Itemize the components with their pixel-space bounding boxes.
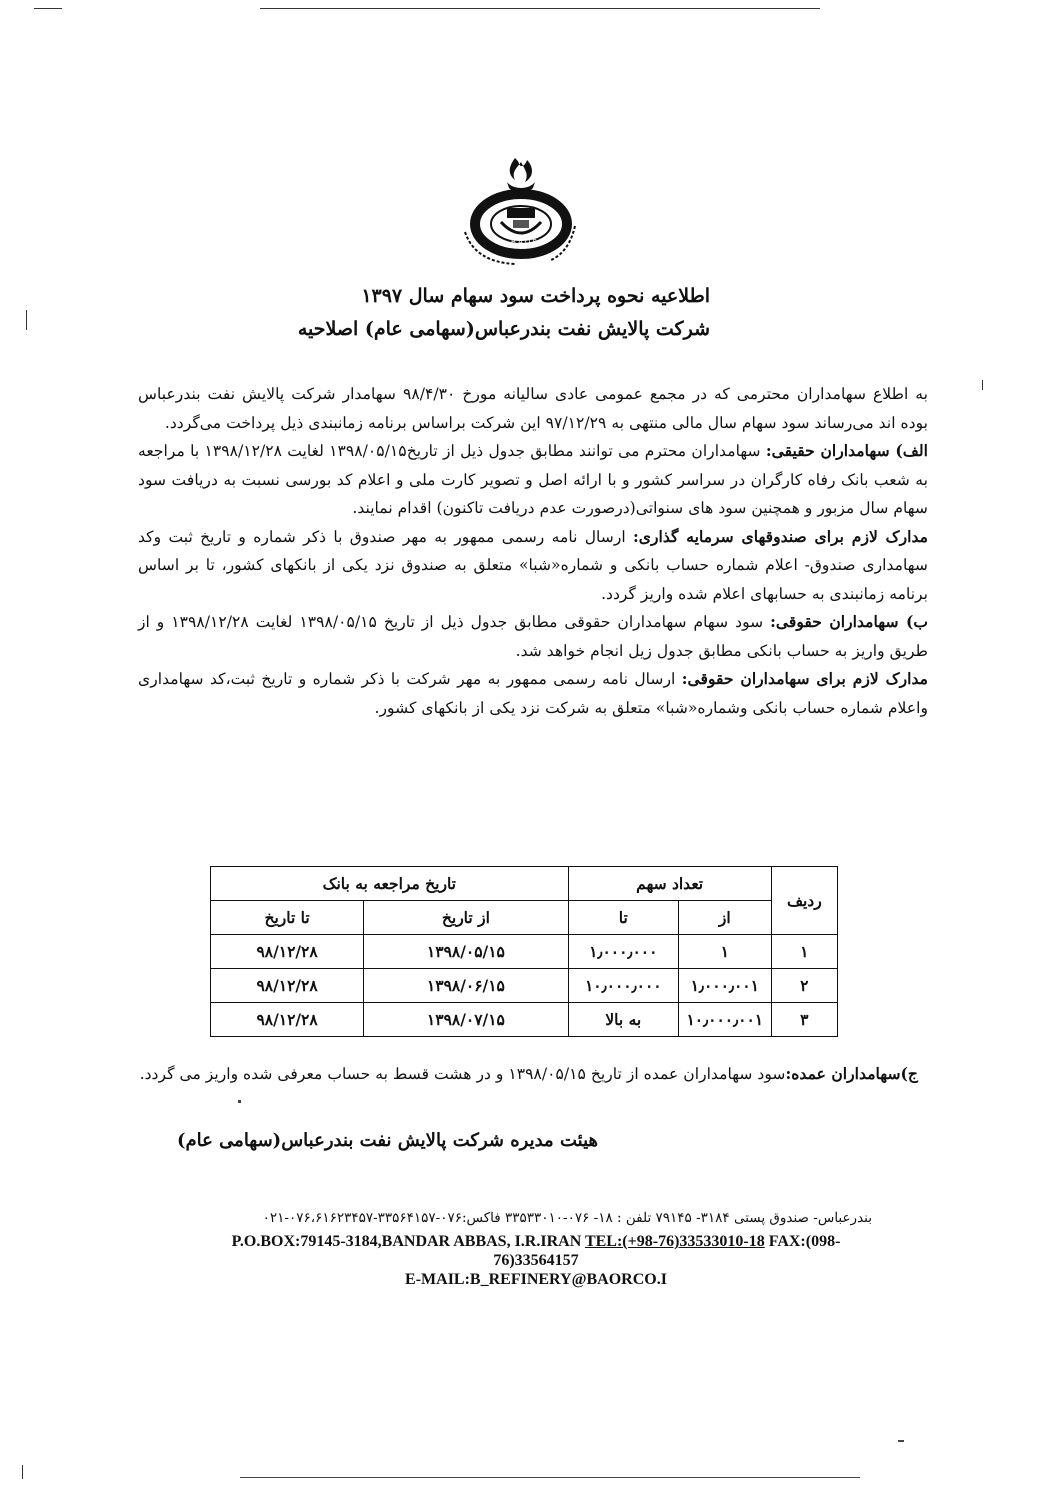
footer-fax: FAX:(098- (764, 1233, 841, 1250)
scan-edge-line (34, 8, 62, 9)
cell-to-date: ۹۸/۱۲/۲۸ (211, 1003, 364, 1037)
board-signature: هیئت مدیره شرکت پالایش نفت بندرعباس(سهامی عام) (177, 1130, 598, 1151)
payment-schedule-table (210, 866, 838, 1037)
cell-from-date: ۱۳۹۸/۰۷/۱۵ (364, 1003, 568, 1037)
footer-address-en (186, 1232, 886, 1289)
refinery-flame-logo (455, 152, 587, 277)
footer-phone[interactable]: TEL:(+98-76)33533010-18 (584, 1233, 765, 1250)
cell-to: ۱٫۰۰۰٫۰۰۰ (568, 935, 678, 969)
intro-paragraph: به اطلاع سهامداران محترمی که در مجمع عمومی عادی سالیانه مورخ ۹۸/۴/۳۰ سهامدار شرکت پالایش نفت بندرعباس بوده اند می‌رساند سود سهام سال مالی منتهی به ۹۷/۱۲/۲۹ این شرکت براساس برنامه زمانبندی ذیل پرداخت می‌گردد. (138, 385, 928, 432)
section-label: مدارک لازم برای صندوقهای سرمایه گذاری: (633, 526, 929, 546)
scan-mark (22, 1465, 23, 1479)
cell-row-number: ۳ (771, 1003, 837, 1037)
section-text: ارسال نامه رسمی ممهور به مهر شرکت با ذکر شماره و تاریخ ثبت،کد سهامداری واعلام شماره حساب بانکی وشماره«شبا» متعلق به شرکت نزد یکی از بانکهای کشور. (138, 670, 928, 717)
cell-to-date: ۹۸/۱۲/۲۸ (211, 935, 364, 969)
header-to: تا (568, 901, 678, 935)
scan-mark (238, 1100, 241, 1103)
footer-email[interactable]: E-MAIL:B_REFINERY@BAORCO.I (405, 1271, 667, 1288)
funds-docs-paragraph (138, 523, 928, 609)
major-shareholders-note (140, 1064, 918, 1083)
footer-fax-continued: 76)33564157 (493, 1252, 579, 1269)
legal-docs-paragraph (138, 665, 928, 722)
section-label: الف) سهامداران حقیقی: (765, 441, 929, 460)
page-subtitle: شرکت پالایش نفت بندرعباس(سهامی عام) اصلاحیه (297, 318, 710, 340)
section-label: مدارک لازم برای سهامداران حقوقی: (681, 669, 928, 688)
scan-mark (982, 380, 983, 390)
section-text: ارسال نامه رسمی ممهور به مهر صندوق با ذکر شماره و تاریخ ثبت وکد سهامداری صندوق- اعلام شماره حساب بانکی و شماره«شبا» متعلق به صندوق نزد یکی از بانکهای کشور، تا بر اساس برنامه زمانبندی به حسابهای اعلام شده واریز گردد. (138, 527, 928, 603)
table-row (211, 1003, 838, 1037)
scan-edge-line (240, 1477, 860, 1478)
cell-row-number: ۲ (771, 969, 837, 1003)
scan-edge-line (260, 8, 820, 9)
header-to-date: تا تاریخ (211, 901, 364, 935)
table-row (211, 969, 838, 1003)
scan-mark (26, 310, 27, 330)
section-text: سود سهام سهامداران حقوقی مطابق جدول ذیل از تاریخ ۱۳۹۸/۰۵/۱۵ لغایت ۱۳۹۸/۱۲/۲۸ و از طریق واریز به حساب بانکی مطابق جدول زیل انجام خواهد شد. (138, 613, 928, 660)
header-dates: تاریخ مراجعه به بانک (211, 867, 569, 901)
legal-shareholders-paragraph (138, 608, 928, 665)
section-label: ج)سهامداران عمده: (785, 1064, 918, 1083)
section-text: سهامداران محترم می توانند مطابق جدول ذیل از تاریخ۱۳۹۸/۰۵/۱۵ لغایت ۱۳۹۸/۱۲/۲۸ با مراجعه به شعب بانک رفاه کارگران در سراسر کشور و با ارائه اصل و تصویر کارت ملی و اعلام کد بورسی نسبت به دریافت سود سهام سال مزبور و همچنین سود های سنواتی(درصورت عدم دریافت تاکنون) اقدام نمایند. (138, 442, 928, 517)
table-header-row (211, 867, 838, 901)
header-shares: تعداد سهم (568, 867, 771, 901)
cell-from: ۱۰٫۰۰۰٫۰۰۱ (678, 1003, 771, 1037)
header-from-date: از تاریخ (364, 901, 568, 935)
cell-to: ۱۰٫۰۰۰٫۰۰۰ (568, 969, 678, 1003)
header-from: از (678, 901, 771, 935)
cell-from: ۱٫۰۰۰٫۰۰۱ (678, 969, 771, 1003)
cell-from: ۱ (678, 935, 771, 969)
scan-mark (898, 1440, 904, 1442)
svg-text:B.A.O.R.C: B.A.O.R.C (511, 238, 545, 246)
header-row-number: ردیف (771, 867, 837, 935)
real-shareholders-paragraph (138, 437, 928, 523)
footer-address-fa: بندرعباس- صندوق پستی ۳۱۸۴- ۷۹۱۴۵ تلفن : ۱۸- ۰۷۶-۳۳۵۳۳۰۱۰ فاکس:۰۷۶-۳۳۵۶۴۱۵۷-۰۷۶،۶۱۶۲۳۴۵۷-۰۲۱ (262, 1210, 872, 1226)
cell-from-date: ۱۳۹۸/۰۵/۱۵ (364, 935, 568, 969)
table-row (211, 935, 838, 969)
cell-to: به بالا (568, 1003, 678, 1037)
cell-from-date: ۱۳۹۸/۰۶/۱۵ (364, 969, 568, 1003)
table-subheader-row (211, 901, 838, 935)
page-title: اطلاعیه نحوه پرداخت سود سهام سال ۱۳۹۷ (361, 285, 710, 307)
footer-pobox: P.O.BOX:79145-3184,BANDAR ABBAS, I.R.IRAN (231, 1233, 585, 1250)
cell-row-number: ۱ (771, 935, 837, 969)
cell-to-date: ۹۸/۱۲/۲۸ (211, 969, 364, 1003)
section-text: سود سهامداران عمده از تاریخ ۱۳۹۸/۰۵/۱۵ و در هشت قسط به حساب معرفی شده واریز می گردد. (139, 1065, 786, 1083)
notice-body (138, 380, 928, 722)
section-label: ب) سهامداران حقوقی: (770, 612, 929, 631)
